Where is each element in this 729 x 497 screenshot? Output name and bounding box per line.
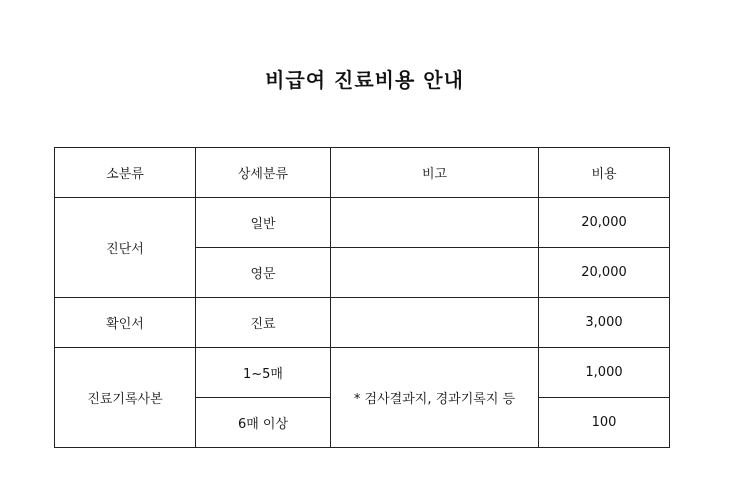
category-cell: 진단서 — [55, 198, 196, 298]
header-category: 소분류 — [55, 148, 196, 198]
cost-cell: 3,000 — [539, 298, 670, 348]
fee-table — [54, 147, 670, 448]
cost-cell: 1,000 — [539, 348, 670, 398]
detail-cell: 일반 — [196, 198, 331, 248]
cost-cell: 100 — [539, 398, 670, 448]
note-cell — [331, 248, 539, 298]
table-row — [55, 298, 670, 348]
note-cell — [331, 298, 539, 348]
category-cell: 진료기록사본 — [55, 348, 196, 448]
document-title: 비급여 진료비용 안내 — [265, 68, 464, 92]
header-note: 비고 — [331, 148, 539, 198]
cost-cell: 20,000 — [539, 248, 670, 298]
header-detail: 상세분류 — [196, 148, 331, 198]
table-header-row — [55, 148, 670, 198]
detail-cell: 6매 이상 — [196, 398, 331, 448]
header-cost: 비용 — [539, 148, 670, 198]
note-cell: * 검사결과지, 경과기록지 등 — [331, 348, 539, 448]
table-row — [55, 348, 670, 398]
note-cell — [331, 198, 539, 248]
cost-cell: 20,000 — [539, 198, 670, 248]
detail-cell: 진료 — [196, 298, 331, 348]
table-row — [55, 198, 670, 248]
category-cell: 확인서 — [55, 298, 196, 348]
detail-cell: 1~5매 — [196, 348, 331, 398]
detail-cell: 영문 — [196, 248, 331, 298]
